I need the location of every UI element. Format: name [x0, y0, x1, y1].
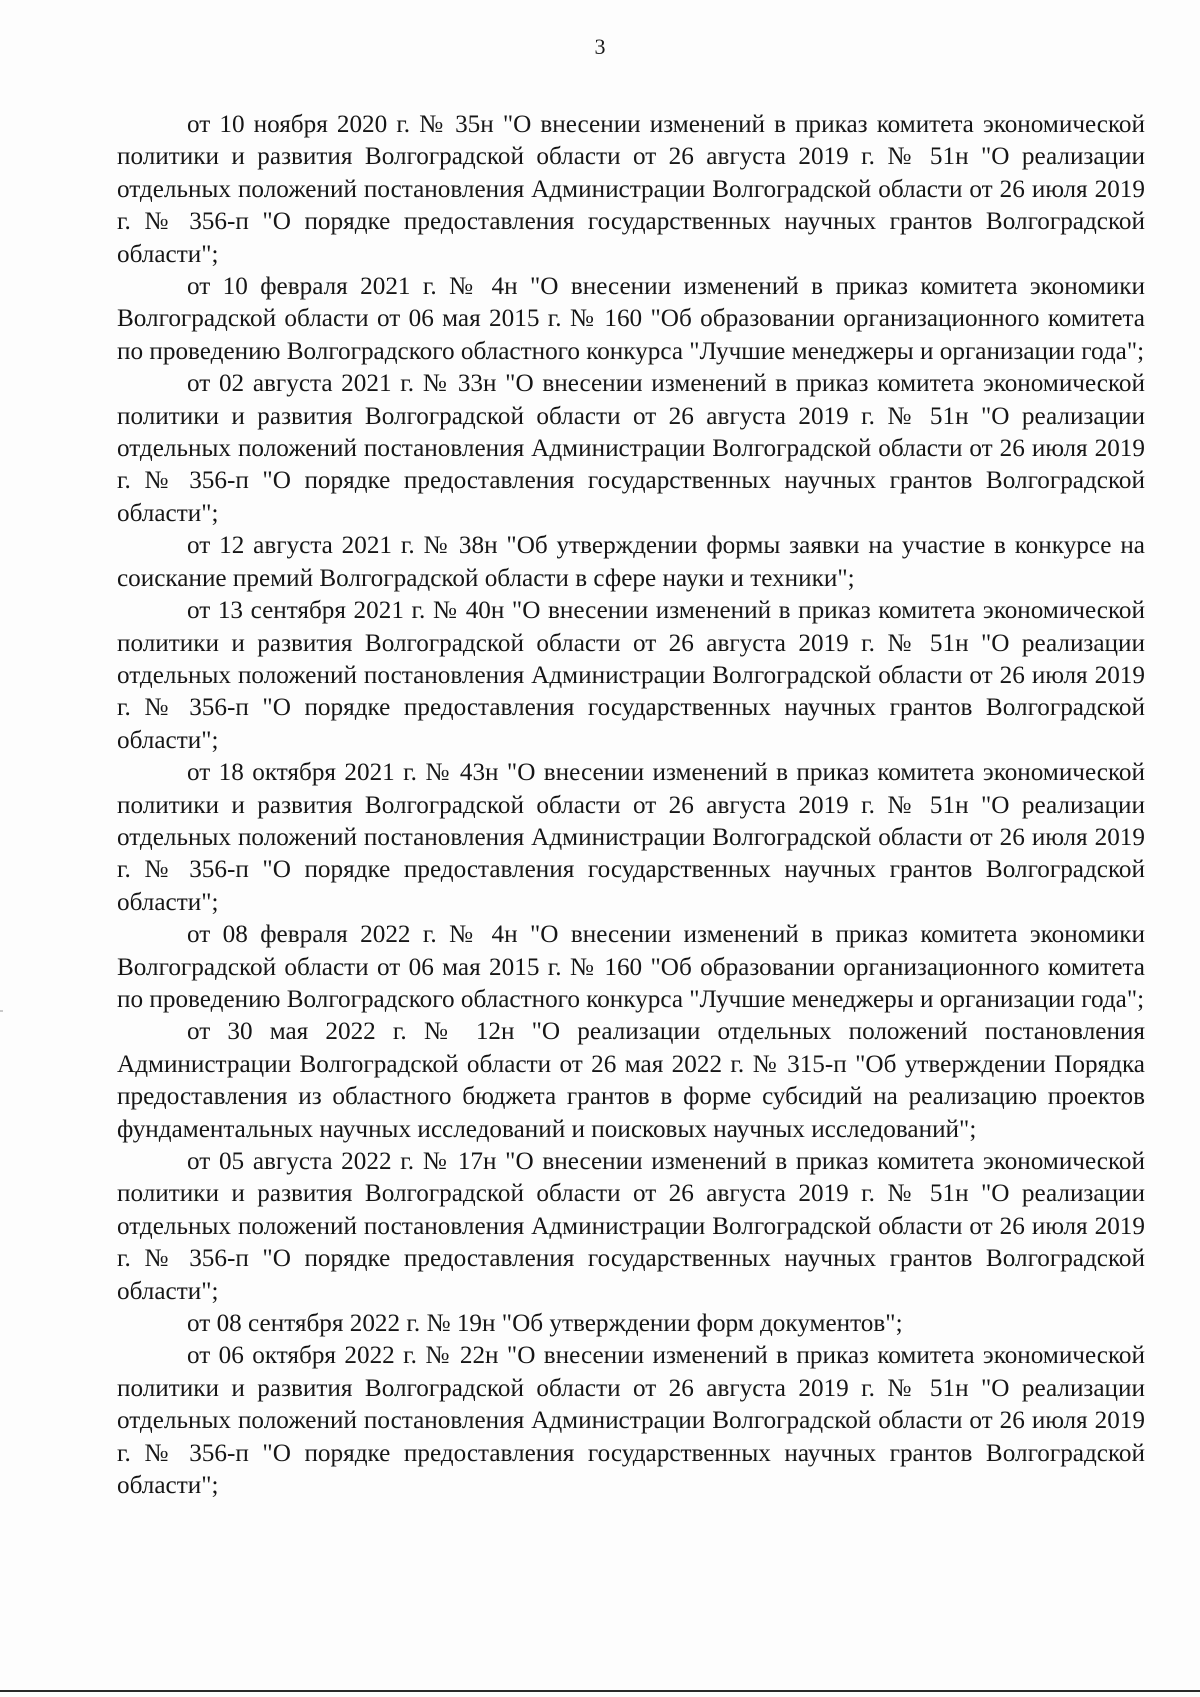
scan-edge-mark	[0, 1010, 3, 1012]
paragraph-order-40n-2021: от 13 сентября 2021 г. № 40н "О внесении изменений в приказ комитета экономической политики и развития Волгоградской области от 26 августа 2019 г. № 51н "О реализации отдельных положений постановления Администрации Волгоградской области от 26 июля 2019 г. № 356-п "О порядке предоставления государственных научных грантов Волгоградской области";	[117, 597, 1145, 754]
page-number: 3	[594, 34, 606, 59]
paragraph-order-4n-2021: от 10 февраля 2021 г. № 4н "О внесении изменений в приказ комитета экономики Волгоградской области от 06 мая 2015 г. № 160 "Об образовании организационного комитета по проведению Волгоградского областного конкурса "Лучшие менеджеры и организации года";	[117, 273, 1145, 365]
paragraph-order-22n-2022: от 06 октября 2022 г. № 22н "О внесении изменений в приказ комитета экономической политики и развития Волгоградской области от 26 августа 2019 г. № 51н "О реализации отдельных положений постановления Администрации Волгоградской области от 26 июля 2019 г. № 356-п "О порядке предоставления государственных научных грантов Волгоградской области";	[117, 1342, 1145, 1500]
document-body	[117, 109, 1145, 1502]
paragraph-order-38n-2021: от 12 августа 2021 г. № 38н "Об утверждении формы заявки на участие в конкурсе на соискание премий Волгоградской области в сфере науки и техники";	[117, 532, 1145, 592]
paragraph-order-19n-2022: от 08 сентября 2022 г. № 19н "Об утверждении форм документов";	[187, 1310, 903, 1338]
paragraph-order-33n-2021: от 02 августа 2021 г. № 33н "О внесении изменений в приказ комитета экономической политики и развития Волгоградской области от 26 августа 2019 г. № 51н "О реализации отдельных положений постановления Администрации Волгоградской области от 26 июля 2019 г. № 356-п "О порядке предоставления государственных научных грантов Волгоградской области";	[117, 370, 1145, 527]
paragraph-order-35n-2020: от 10 ноября 2020 г. № 35н "О внесении изменений в приказ комитета экономической политики и развития Волгоградской области от 26 августа 2019 г. № 51н "О реализации отдельных положений постановления Администрации Волгоградской области от 26 июля 2019 г. № 356-п "О порядке предоставления государственных научных грантов Волгоградской области";	[117, 111, 1145, 268]
paragraph-order-17n-2022: от 05 августа 2022 г. № 17н "О внесении изменений в приказ комитета экономической политики и развития Волгоградской области от 26 августа 2019 г. № 51н "О реализации отдельных положений постановления Администрации Волгоградской области от 26 июля 2019 г. № 356-п "О порядке предоставления государственных научных грантов Волгоградской области";	[117, 1148, 1145, 1305]
paragraph-order-12n-2022: от 30 мая 2022 г. № 12н "О реализации отдельных положений постановления Администрации Волгоградской области от 26 мая 2022 г. № 315-п "Об утверждении Порядка предоставления из областного бюджета грантов в форме субсидий на реализацию проектов фундаментальных научных исследований и поисковых научных исследований";	[117, 1018, 1145, 1143]
paragraph-order-4n-2022: от 08 февраля 2022 г. № 4н "О внесении изменений в приказ комитета экономики Волгоградской области от 06 мая 2015 г. № 160 "Об образовании организационного комитета по проведению Волгоградского областного конкурса "Лучшие менеджеры и организации года";	[117, 921, 1145, 1013]
paragraph-order-43n-2021: от 18 октября 2021 г. № 43н "О внесении изменений в приказ комитета экономической политики и развития Волгоградской области от 26 августа 2019 г. № 51н "О реализации отдельных положений постановления Администрации Волгоградской области от 26 июля 2019 г. № 356-п "О порядке предоставления государственных научных грантов Волгоградской области";	[117, 759, 1145, 916]
scan-bottom-border	[0, 1690, 1200, 1692]
